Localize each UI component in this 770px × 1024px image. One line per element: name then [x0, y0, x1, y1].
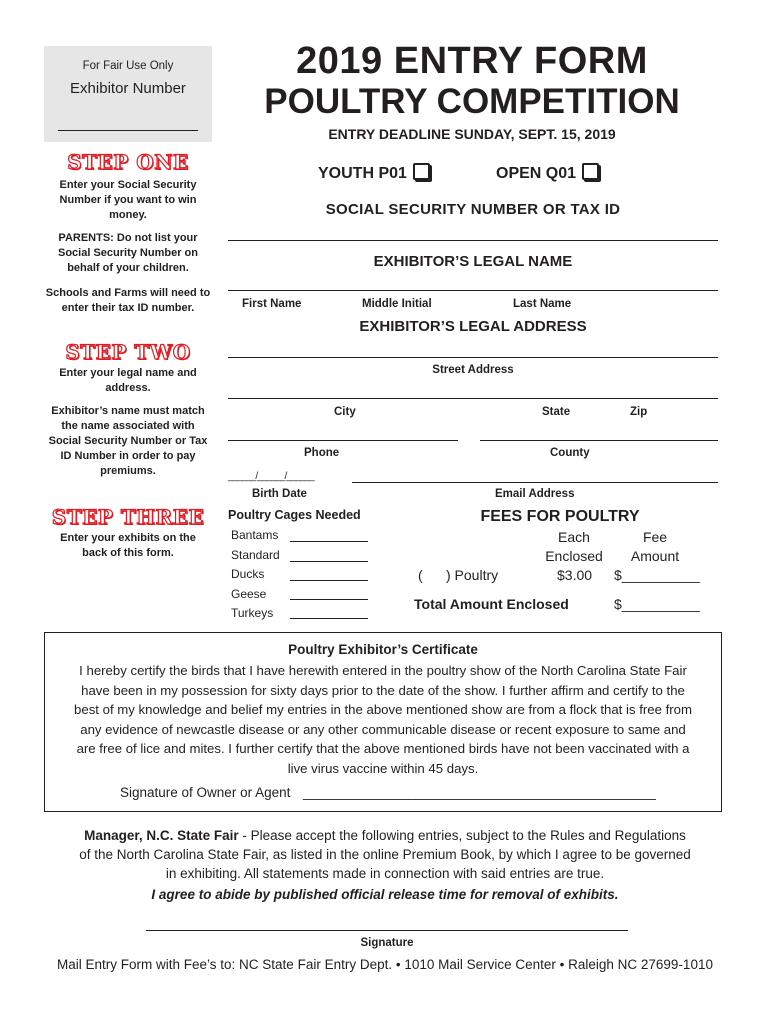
certificate-line: I hereby certify the birds that I have herewith entered in the poultry show of the North Carolina State Fair [79, 663, 687, 678]
certificate-box [44, 632, 722, 812]
certificate-line: are free of lice and mites. I further certify that the above mentioned birds have not been vaccinated with a [76, 741, 690, 756]
legal-name-heading: EXHIBITOR’S LEGAL NAME [373, 253, 573, 270]
each-enclosed-header: Each Enclosed [545, 529, 603, 564]
county-line[interactable] [480, 440, 718, 441]
state-label: State [542, 406, 571, 418]
title-line-2: POULTRY COMPETITION [264, 82, 680, 121]
poultry-fee-field[interactable]: $__________ [614, 567, 700, 583]
cage-item-bantams: Bantams [231, 528, 279, 542]
legal-address-heading: EXHIBITOR’S LEGAL ADDRESS [359, 318, 587, 335]
phone-label: Phone [304, 447, 340, 459]
poultry-count-field[interactable]: ( ) Poultry [418, 567, 499, 583]
youth-label: YOUTH P01 [318, 165, 407, 182]
certificate-title: Poultry Exhibitor’s Certificate [288, 642, 478, 657]
city-state-zip-line[interactable] [228, 398, 718, 399]
cage-line-bantams[interactable] [290, 541, 368, 542]
youth-option[interactable] [318, 163, 430, 183]
parents-label: PARENTS [58, 232, 111, 244]
ssn-heading: SOCIAL SECURITY NUMBER OR TAX ID [325, 201, 621, 218]
cage-item-turkeys: Turkeys [231, 606, 274, 620]
open-checkbox[interactable] [582, 163, 599, 180]
signature-label: Signature [360, 937, 414, 949]
cages-heading: Poultry Cages Needed [228, 508, 361, 522]
cage-line-standard[interactable] [290, 561, 368, 562]
middle-initial-label: Middle Initial [362, 298, 432, 310]
mail-instructions: Mail Entry Form with Fee’s to: NC State Fair Entry Dept. • 1010 Mail Service Center • Raleigh NC 27699-1010 [57, 957, 713, 972]
poultry-price: $3.00 [557, 567, 593, 583]
step-two-note: Exhibitor’s name must match the name associated with Social Security Number or Tax ID Number in order to pay premiums. [48, 405, 208, 477]
street-line[interactable] [228, 357, 718, 358]
step-three-title: STEP THREE [51, 505, 205, 529]
last-name-label: Last Name [513, 298, 572, 310]
legal-name-line[interactable] [228, 290, 718, 291]
manager-label: Manager, N.C. State Fair [84, 828, 239, 843]
step-two-title: STEP TWO [65, 340, 191, 364]
cage-line-geese[interactable] [290, 599, 368, 600]
owner-signature-label: Signature of Owner or Agent [120, 785, 291, 800]
agree-statement: I agree to abide by published official release time for removal of exhibits. [151, 887, 619, 902]
county-label: County [550, 447, 590, 459]
certificate-text [45, 661, 721, 778]
manager-line-1: - Please accept the following entries, subject to the Rules and Regulations [238, 828, 686, 843]
certificate-line: best of my knowledge and belief my entries in the above mentioned show are from a flock that is free from [74, 702, 692, 717]
total-label: Total Amount Enclosed [414, 596, 569, 612]
step-three-text: Enter your exhibits on the back of this form. [60, 532, 196, 559]
ssn-line[interactable] [228, 240, 718, 241]
fair-use-box [44, 46, 212, 142]
certificate-line: have been in my possession for sixty days prior to the date of the show. I further affirm and certify to the [81, 682, 685, 698]
birth-date-line[interactable]: ______/______/______ [228, 471, 314, 482]
manager-line-3: in exhibiting. All statements made in connection with said entries are true. [165, 866, 605, 881]
open-option[interactable] [496, 163, 599, 183]
title-line-1: 2019 ENTRY FORM [296, 40, 648, 82]
cage-item-ducks: Ducks [231, 567, 265, 581]
step-one-text: Enter your Social Security Number if you want to win money. [59, 179, 197, 221]
email-line[interactable] [352, 482, 718, 483]
phone-line[interactable] [228, 440, 458, 441]
exhibitor-number-label: Exhibitor Number [70, 80, 186, 97]
email-label: Email Address [495, 488, 575, 500]
parents-text: : Do not list your Social Security Number on behalf of your children. [58, 232, 198, 274]
birth-date-label: Birth Date [252, 488, 307, 500]
total-field[interactable]: $__________ [614, 596, 700, 612]
fees-heading: FEES FOR POULTRY [480, 508, 640, 525]
cage-item-geese: Geese [231, 587, 267, 601]
fair-use-label: For Fair Use Only [82, 60, 174, 72]
certificate-line: any evidence of newcastle disease or any other communicable disease or recent exposure to same and [80, 721, 686, 737]
street-label: Street Address [432, 364, 514, 376]
entry-deadline: ENTRY DEADLINE SUNDAY, SEPT. 15, 2019 [328, 126, 616, 142]
manager-line-2: of the North Carolina State Fair, as listed in the online Premium Book, by which I agree to be governed [79, 847, 691, 862]
youth-checkbox[interactable] [413, 163, 430, 180]
cage-line-ducks[interactable] [290, 580, 368, 581]
owner-signature-line[interactable]: _______________________________________________ [303, 785, 656, 800]
first-name-label: First Name [242, 298, 302, 310]
open-label: OPEN Q01 [496, 165, 577, 182]
exhibitor-number-line[interactable] [58, 130, 198, 131]
city-label: City [334, 406, 356, 418]
zip-label: Zip [630, 406, 648, 418]
fee-amount-header: Fee Amount [630, 529, 680, 564]
cage-item-standard: Standard [231, 548, 280, 562]
step-two-text: Enter your legal name and address. [59, 367, 197, 394]
manager-statement [40, 826, 730, 883]
certificate-line: live virus vaccine within 45 days. [287, 760, 479, 776]
step-one-title: STEP ONE [67, 150, 189, 174]
signature-line[interactable] [146, 930, 628, 931]
cage-line-turkeys[interactable] [290, 618, 368, 619]
schools-note: Schools and Farms will need to enter their tax ID number. [45, 287, 211, 314]
parents-note [48, 231, 208, 276]
